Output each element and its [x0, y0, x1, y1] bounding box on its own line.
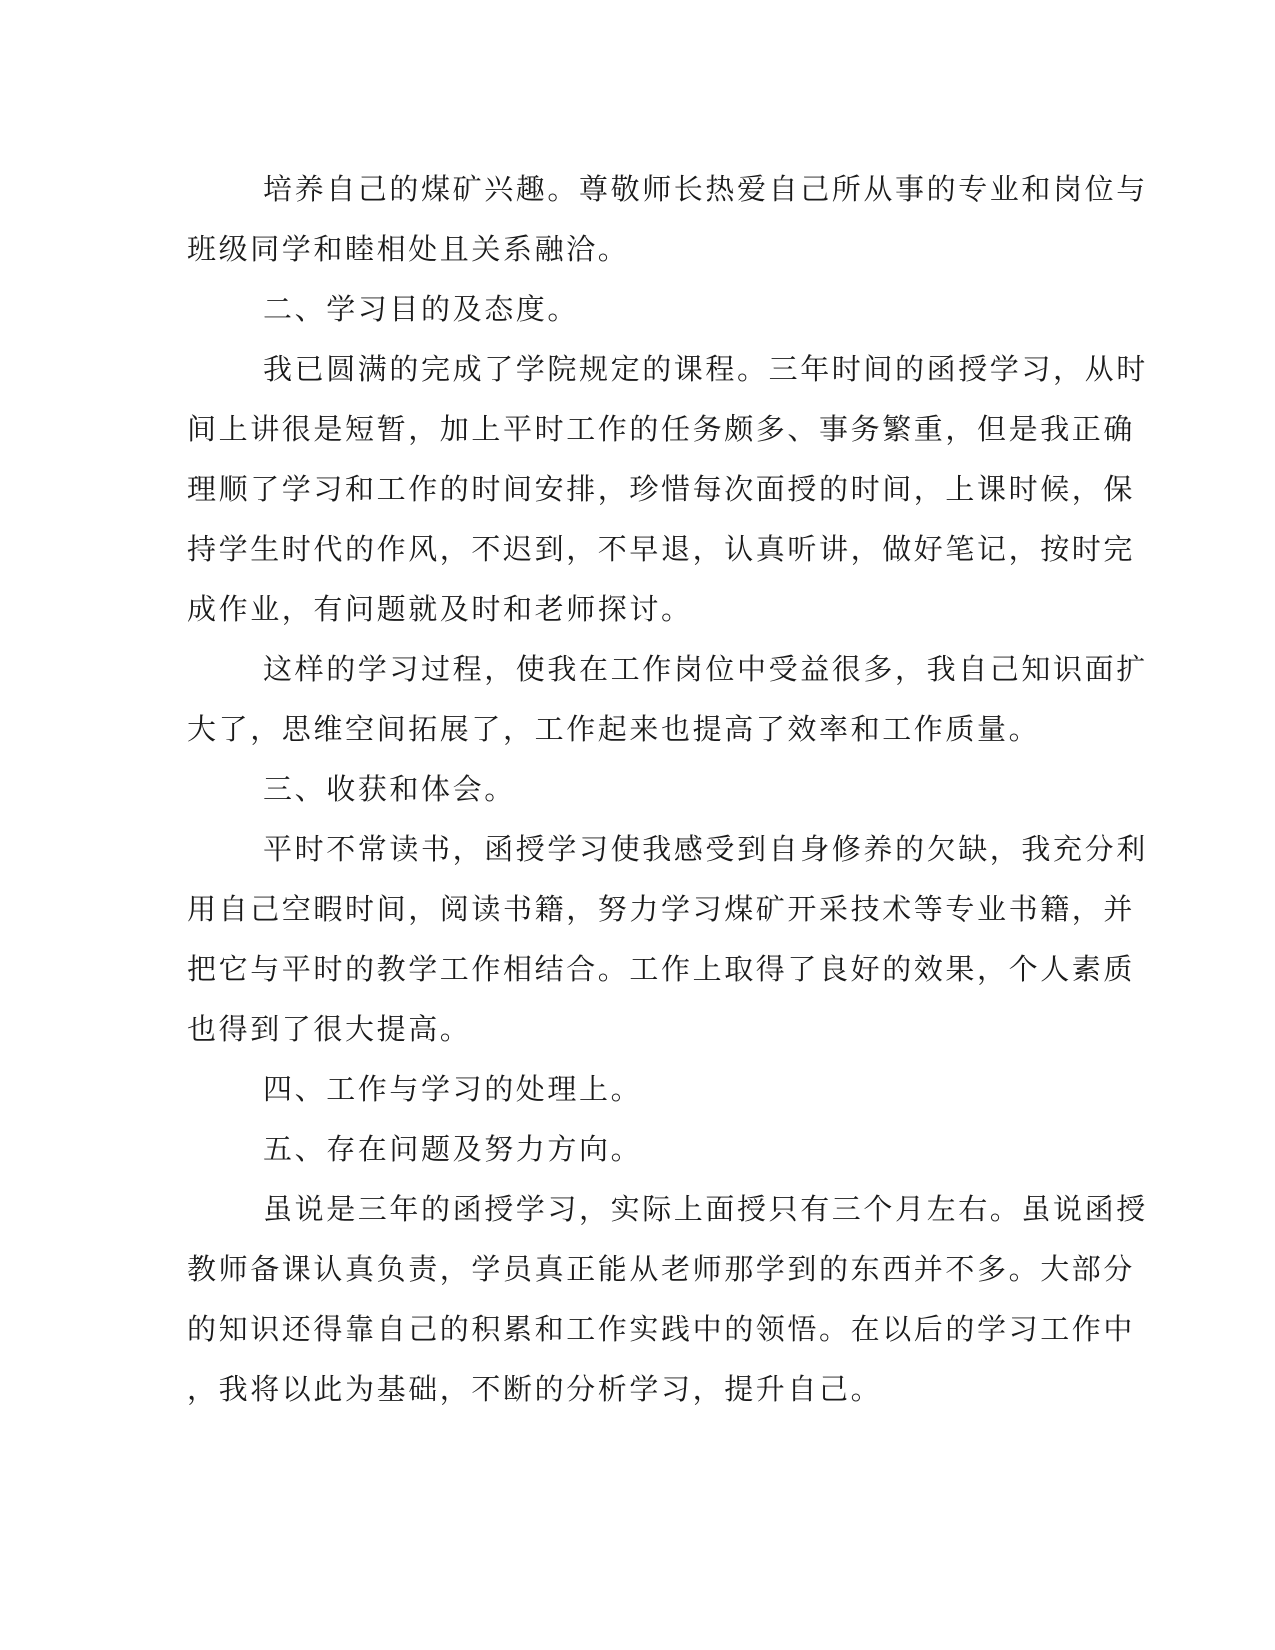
text-line: 这样的学习过程，使我在工作岗位中受益很多，我自己知识面扩 [263, 652, 1148, 686]
text-line: 理顺了学习和工作的时间安排，珍惜每次面授的时间，上课时候，保 [187, 472, 1136, 506]
text-line: 培养自己的煤矿兴趣。尊敬师长热爱自己所从事的专业和岗位与 [263, 172, 1148, 206]
text-line: 用自己空暇时间，阅读书籍，努力学习煤矿开采技术等专业书籍，并 [187, 892, 1136, 926]
section-heading: 五、存在问题及努力方向。 [263, 1132, 643, 1166]
text-line: 间上讲很是短暂，加上平时工作的任务颇多、事务繁重，但是我正确 [187, 412, 1136, 446]
text-line: 班级同学和睦相处且关系融洽。 [187, 232, 630, 266]
text-line: 也得到了很大提高。 [187, 1012, 472, 1046]
text-line: 的知识还得靠自己的积累和工作实践中的领悟。在以后的学习工作中 [187, 1312, 1136, 1346]
text-line: 把它与平时的教学工作相结合。工作上取得了良好的效果，个人素质 [187, 952, 1136, 986]
text-line: 教师备课认真负责，学员真正能从老师那学到的东西并不多。大部分 [187, 1252, 1136, 1286]
section-heading: 三、收获和体会。 [263, 772, 516, 806]
text-line: ，我将以此为基础，不断的分析学习，提升自己。 [187, 1372, 883, 1406]
text-line: 平时不常读书，函授学习使我感受到自身修养的欠缺，我充分利 [263, 832, 1148, 866]
text-line: 我已圆满的完成了学院规定的课程。三年时间的函授学习，从时 [263, 352, 1148, 386]
section-heading: 四、工作与学习的处理上。 [263, 1072, 643, 1106]
text-line: 持学生时代的作风，不迟到，不早退，认真听讲，做好笔记，按时完 [187, 532, 1136, 566]
section-heading: 二、学习目的及态度。 [263, 292, 580, 326]
document-body [187, 159, 1148, 1419]
text-line: 大了，思维空间拓展了，工作起来也提高了效率和工作质量。 [187, 712, 1041, 746]
text-line: 成作业，有问题就及时和老师探讨。 [187, 592, 693, 626]
text-line: 虽说是三年的函授学习，实际上面授只有三个月左右。虽说函授 [263, 1192, 1148, 1226]
